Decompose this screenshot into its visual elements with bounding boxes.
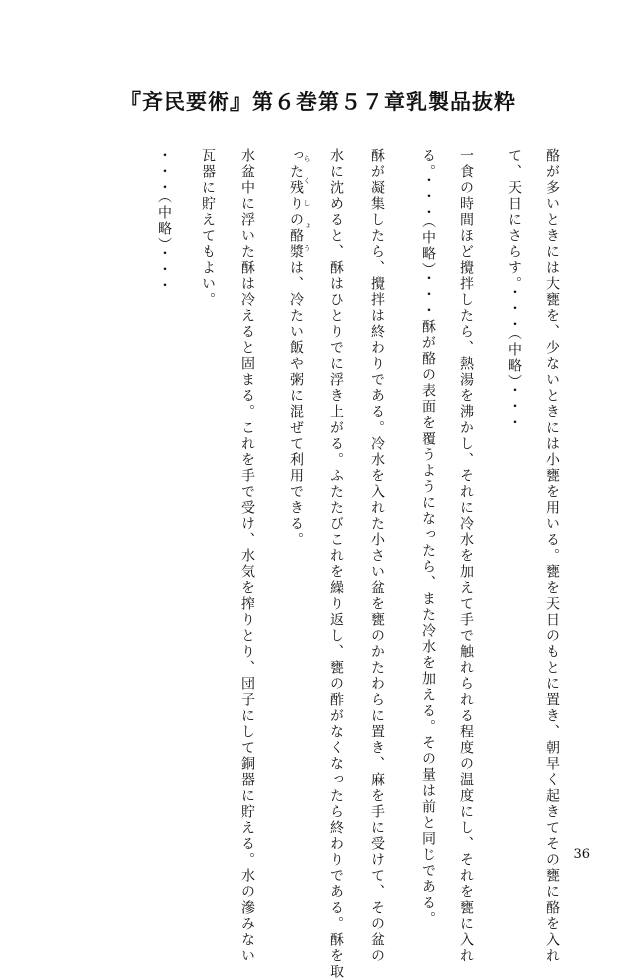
text-line: った残りの酪漿 らくしょうは、冷たい飯や粥に混ぜて利用できる。: [288, 148, 311, 548]
text-line: 水に沈めると、酥はひとりでに浮き上がる。ふたたびこれを繰り返し、甕の酢がなくなったら終わりである。酥を取: [328, 148, 344, 980]
page-title: 『斉民要術』第６巻第５７章乳製品抜粋: [120, 89, 516, 114]
text-line: ・・・（中略）・・・: [156, 148, 172, 294]
page-number: 36: [573, 847, 590, 862]
ruby-word: った残りの酪漿 らくしょう: [288, 148, 311, 260]
text-line: 水盆中に浮いた酥は冷えると固まる。これを手で受け、水気を搾りとり、団子にして銅器に貯える。水の滲みない: [239, 148, 255, 964]
text-line: る。・・・（中略）・・・酥が酪の表面を覆うようになったら、また冷水を加える。その量は前と同じである。: [420, 148, 436, 927]
ruby-reading: らくしょう: [303, 148, 311, 260]
text-line: 瓦器に貯えてもよい。: [200, 148, 216, 308]
text-line: 酪が多いときには大甕を、少ないときには小甕を用いる。甕を天日のもとに置き、朝早く起きてその甕に酪を入れ: [544, 148, 560, 964]
text-line: 一食の時間ほど攪拌したら、熱湯を沸かし、それに冷水を加えて手で触れられる程度の温度にし、それを甕に入れ: [458, 148, 474, 964]
text-line: 酥が凝集したら、攪拌は終わりである。冷水を入れた小さい盆を甕のかたわらに置き、麻を手に受けて、その盆の: [369, 148, 385, 964]
vertical-text-body: [138, 148, 560, 980]
text-line: て、天日にさらす。・・・（中略）・・・: [506, 148, 522, 431]
